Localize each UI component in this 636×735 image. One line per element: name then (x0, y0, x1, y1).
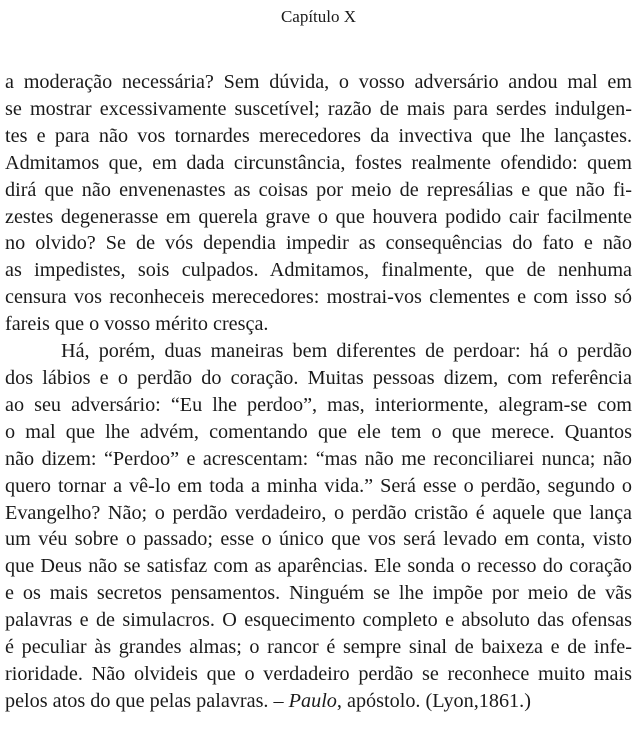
text-line: Há, porém, duas maneiras bem diferentes de perdoar: há o perdão (61, 340, 632, 363)
text-line: no olvido? Se de vós dependia impedir as consequências do fato e não (5, 232, 632, 255)
text-line: tes e para não vos tornardes merecedores da invectiva que lhe lançastes. (5, 124, 632, 147)
text-line: é peculiar às grandes almas; o rancor é sempre sinal de baixeza e de infe- (5, 636, 632, 659)
text-line: se mostrar excessivamente suscetível; razão de mais para serdes indulgen- (5, 97, 632, 120)
book-page (5, 6, 632, 715)
text-line: não dizem: “Perdoo” e acrescentam: “mas não me reconciliarei nunca; não (5, 447, 632, 470)
attribution-text: , apóstolo. (Lyon,1861.) (336, 689, 531, 712)
text-line: Admitamos que, em dada circunstância, fostes realmente ofendido: quem (5, 151, 632, 174)
text-line: a moderação necessária? Sem dúvida, o vosso adversário andou mal em (5, 71, 632, 93)
paragraph-2 (5, 338, 632, 715)
closing-text: pelos atos do que pelas palavras. – (5, 689, 289, 712)
text-line: e os mais secretos pensamentos. Ninguém se lhe impõe por meio de vãs (5, 582, 632, 605)
body-text (5, 69, 632, 715)
text-line: o mal que lhe advém, comentando que ele tem o que merece. Quantos (5, 420, 632, 443)
text-line: censura vos reconheceis merecedores: mostrai-vos clementes e com isso só (5, 286, 632, 309)
text-line: que Deus não se satisfaz com as aparências. Ele sonda o recesso do coração (5, 555, 632, 578)
paragraph-1 (5, 69, 632, 338)
author-name: Paulo (288, 689, 337, 712)
text-line: palavras e de simulacros. O esquecimento completo e absoluto das ofensas (5, 609, 632, 632)
text-line: fareis que o vosso mérito cresça. (5, 313, 269, 336)
chapter-header: Capítulo X (280, 7, 357, 26)
text-line: as impedistes, sois culpados. Admitamos, finalmente, que de nenhuma (5, 259, 632, 282)
text-line: dos lábios e o perdão do coração. Muitas pessoas dizem, com referência (5, 366, 632, 389)
text-line: rioridade. Não olvideis que o verdadeiro perdão se reconhece muito mais (5, 662, 632, 685)
text-line: zestes degenerasse em querela grave o que houvera podido cair facilmente (5, 205, 632, 228)
text-line: um véu sobre o passado; esse o único que vos será levado em conta, visto (5, 528, 632, 551)
closing-line (5, 688, 632, 715)
text-line: Evangelho? Não; o perdão verdadeiro, o perdão cristão é aquele que lança (5, 501, 632, 524)
text-line: quero tornar a vê-lo em toda a minha vida.” Será esse o perdão, segundo o (5, 474, 632, 497)
text-line: dirá que não envenenastes as coisas por meio de represálias e que não fi- (5, 178, 632, 201)
text-line: ao seu adversário: “Eu lhe perdoo”, mas, interiormente, alegram-se com (5, 393, 632, 416)
